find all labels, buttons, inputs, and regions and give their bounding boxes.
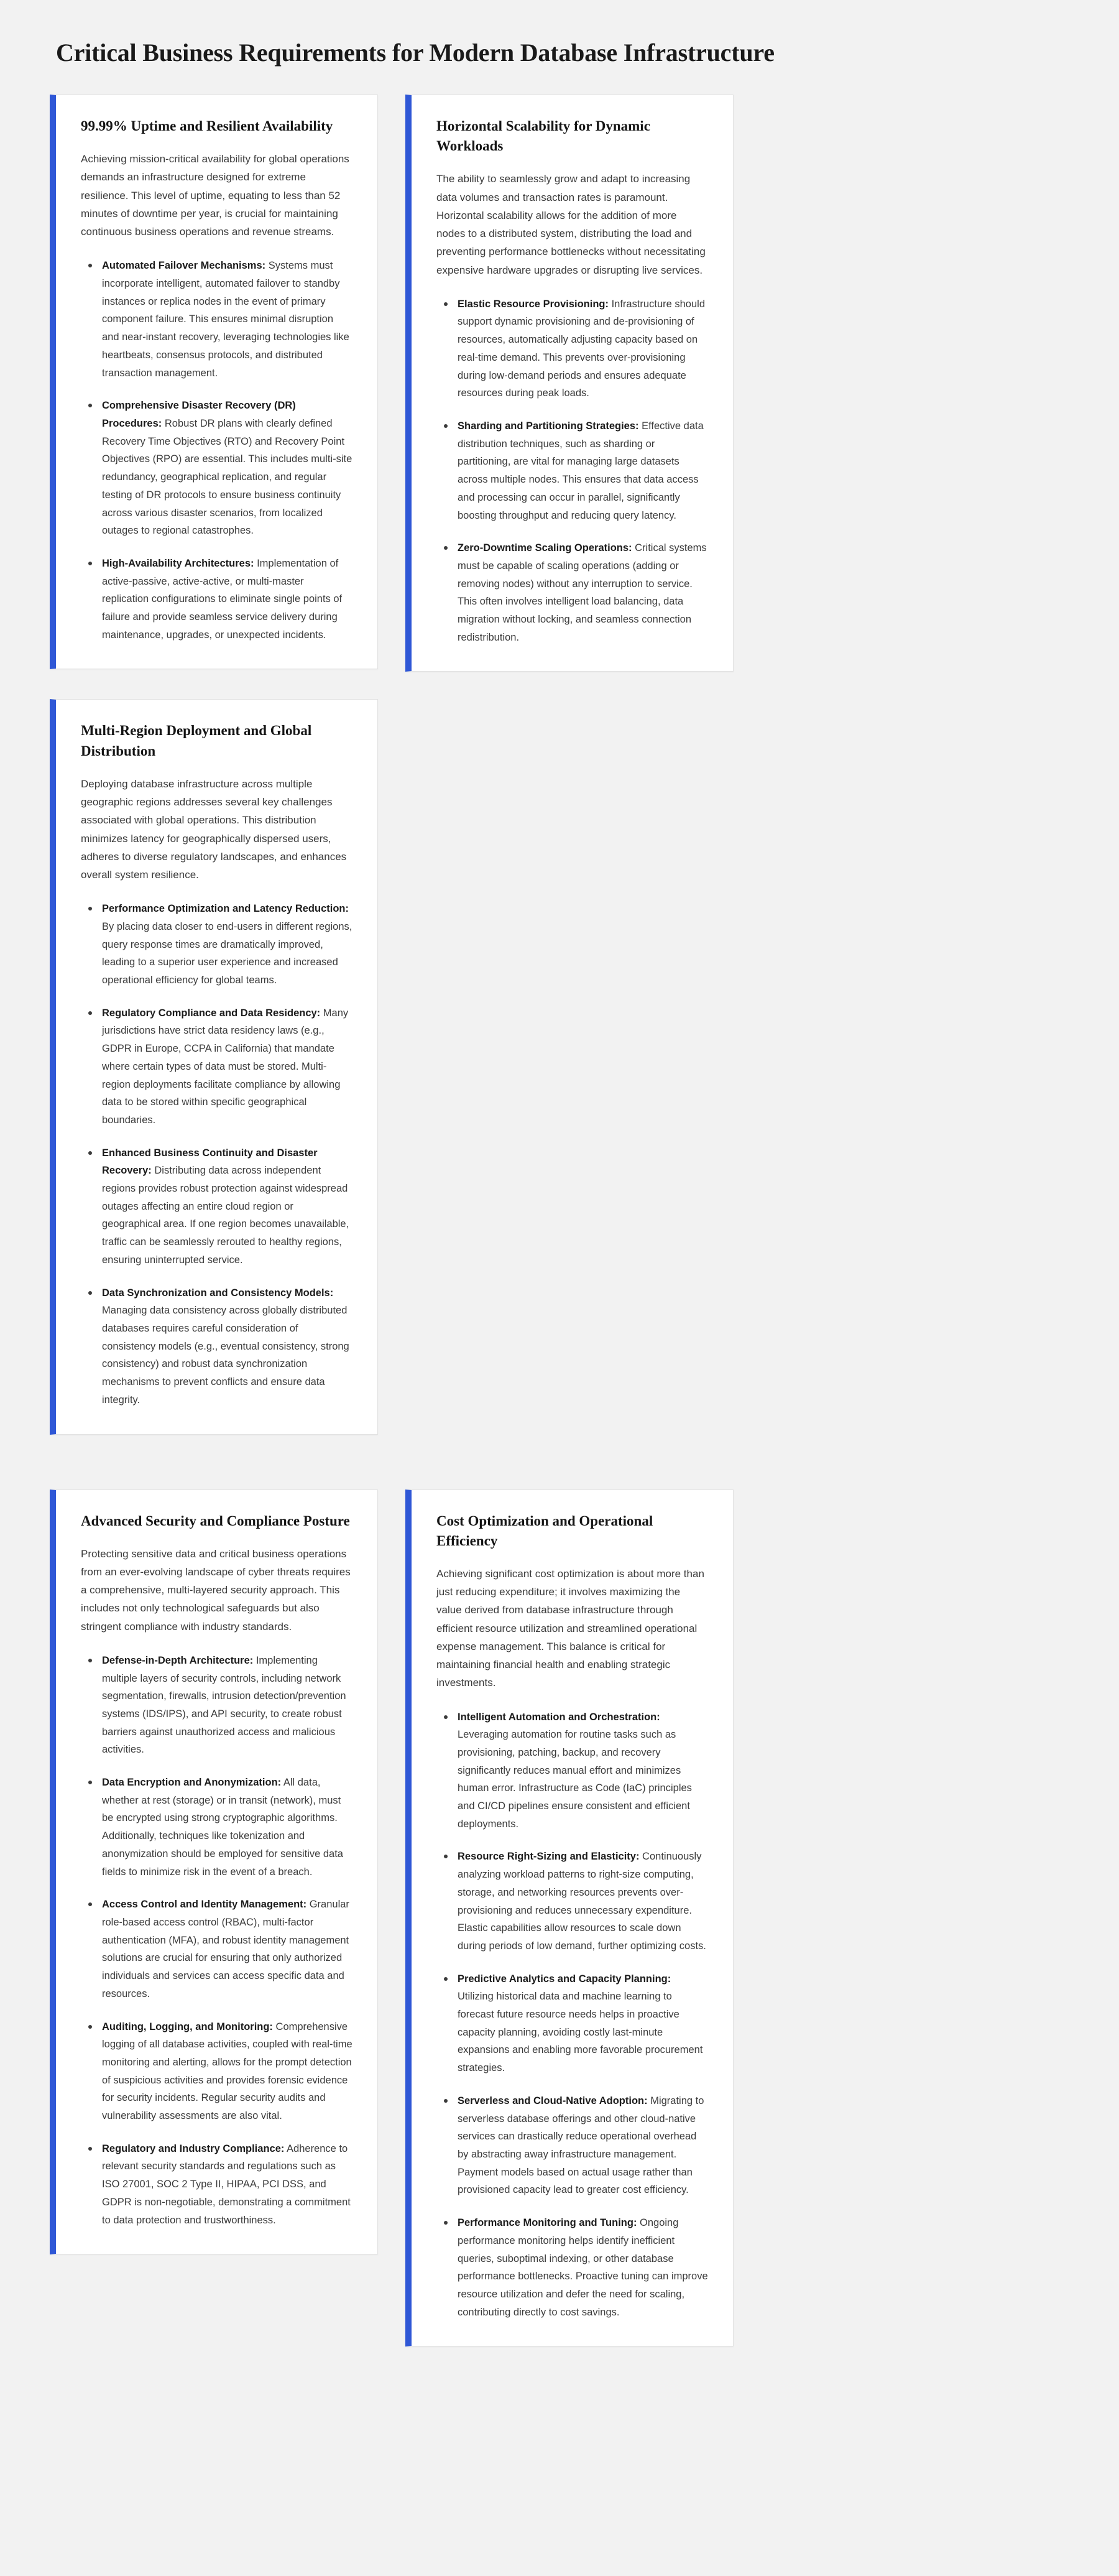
list-item (458, 417, 708, 524)
list-item-term: Performance Monitoring and Tuning: (458, 2217, 637, 2229)
list-item-text: Managing data consistency across globally distributed databases requires careful consideration of consistency models (e.g., eventual consistency, strong consistency) and robust data synchronization mechanisms to prevent conflicts and ensure data integrity. (102, 1305, 349, 1406)
card-intro: Achieving mission-critical availability for global operations demands an infrastructure designed for extreme resilience. This level of uptime, equating to less than 52 minutes of downtime per year, is crucial for maintaining continuous business operations and revenue streams. (81, 153, 349, 238)
list-item-text: Implementing multiple layers of security controls, including network segmentation, firewalls, intrusion detection/prevention systems (IDS/IPS), and API security, to create robust barriers against unauthorized access and malicious activities. (102, 1654, 346, 1756)
card-heading: Advanced Security and Compliance Posture (81, 1513, 350, 1529)
list-item-term: Regulatory and Industry Compliance: (102, 2143, 285, 2154)
list-item-text: Infrastructure should support dynamic provisioning and de-provisioning of resources, automatically adjusting capacity based on real-time demand. This prevents over-provisioning during low-demand periods and ensures adequate resources during peak loads. (458, 298, 705, 399)
card-intro: Achieving significant cost optimization is about more than just reducing expenditure; it involves maximizing the value derived from database infrastructure through efficient resource utilization and streamlined operational expense management. This balance is critical for maintaining financial health and enabling strategic investments. (436, 1567, 704, 1689)
list-item-term: Sharding and Partitioning Strategies: (458, 420, 639, 432)
card-bullet-list (81, 257, 352, 644)
list-item (102, 2140, 352, 2230)
list-item-text: Implementation of active-passive, active-active, or multi-master replication configurations to eliminate single points of failure and provide seamless service delivery during maintenance, upgrades, or unexpected incidents. (102, 557, 343, 641)
card-heading: Horizontal Scalability for Dynamic Workloads (436, 118, 650, 154)
list-item-text: Comprehensive logging of all database activities, coupled with real-time monitoring and alerting, allows for the prompt detection of suspicious activities and provides forensic evidence for security incidents. Regular security audits and vulnerability assessments are also vital. (102, 2021, 352, 2122)
list-item-term: Auditing, Logging, and Monitoring: (102, 2021, 273, 2032)
list-item-term: Intelligent Automation and Orchestration: (458, 1711, 660, 1723)
list-item-text: All data, whether at rest (storage) or in transit (network), must be encrypted using strong cryptographic algorithms. Additionally, techniques like tokenization and anonymization should be employed for sensitive data fields to minimize risk in the event of a breach. (102, 1777, 343, 1878)
list-item-term: Automated Failover Mechanisms: (102, 260, 266, 272)
list-item-text: Migrating to serverless database offerings and other cloud-native services can drastically reduce operational overhead by abstracting away infrastructure management. Payment models based on actual usage rather than provisioned capacity lead to greater cost efficiency. (458, 2095, 704, 2196)
list-item-term: Regulatory Compliance and Data Residency: (102, 1007, 321, 1019)
list-item-text: Ongoing performance monitoring helps identify inefficient queries, suboptimal indexing, or other database performance bottlenecks. Proactive tuning can improve resource utilization and defer the need for scaling, contributing directly to cost savings. (458, 2217, 708, 2318)
list-item (458, 295, 708, 402)
list-item-text: Many jurisdictions have strict data residency laws (e.g., GDPR in Europe, CCPA in California) that mandate where certain types of data must be stored. Multi-region deployments facilitate compliance by allowing data to be stored within specific geographical boundaries. (102, 1007, 349, 1126)
card-heading: Multi-Region Deployment and Global Distribution (81, 723, 312, 759)
list-item-text: Effective data distribution techniques, such as sharding or partitioning, are vital for managing large datasets across multiple nodes. This ensures that data access and processing can occur in parallel, significantly boosting throughput and reducing query latency. (458, 420, 704, 521)
list-item (458, 1848, 708, 1955)
list-item (102, 555, 352, 644)
card-bullet-list (436, 1708, 708, 2322)
list-item-text: By placing data closer to end-users in different regions, query response times are dramatically improved, leading to a superior user experience and increased operational efficiency for global teams. (102, 920, 352, 986)
list-item (458, 1970, 708, 2077)
list-item-text: Granular role-based access control (RBAC), multi-factor authentication (MFA), and robust identity management solutions are crucial for ensuring that only authorized individuals and services can access specific data and resources. (102, 1899, 349, 1999)
list-item (102, 1284, 352, 1409)
list-item-text: Utilizing historical data and machine learning to forecast future resource needs helps in proactive capacity planning, avoiding costly last-minute expansions and enabling more favorable procurement strategies. (458, 1991, 703, 2074)
card-intro: The ability to seamlessly grow and adapt to increasing data volumes and transaction rates is paramount. Horizontal scalability allows for the addition of more nodes to a distributed system, distributing the load and preventing performance bottlenecks without necessitating expensive hardware upgrades or disrupting live services. (436, 173, 706, 276)
list-item-term: Performance Optimization and Latency Reduction: (102, 903, 349, 915)
list-item-term: Enhanced Business Continuity and Disaster Recovery: (102, 1147, 318, 1177)
list-item-term: Predictive Analytics and Capacity Planning: (458, 1973, 671, 1985)
list-item (102, 1774, 352, 1881)
card-bullet-list (81, 900, 352, 1409)
list-item (102, 900, 352, 989)
list-item-term: Zero-Downtime Scaling Operations: (458, 542, 632, 554)
requirement-card-scalability (405, 95, 734, 672)
list-item (458, 2092, 708, 2199)
requirement-card-multi-region (50, 699, 378, 1434)
list-item-term: Comprehensive Disaster Recovery (DR) Procedures: (102, 400, 296, 429)
list-item-term: Elastic Resource Provisioning: (458, 298, 609, 310)
list-item-term: Serverless and Cloud-Native Adoption: (458, 2095, 648, 2106)
card-intro: Protecting sensitive data and critical business operations from an ever-evolving landscape of cyber threats requires a comprehensive, multi-layered security approach. This includes not only technological safeguards but also stringent compliance with industry standards. (81, 1547, 351, 1633)
list-item-text: Distributing data across independent regions provides robust protection against widespread outages affecting an entire cloud region or geographical area. If one region becomes unavailable, traffic can be seamlessly rerouted to healthy regions, ensuring uninterrupted service. (102, 1165, 349, 1266)
list-item (102, 397, 352, 540)
list-item-term: Data Synchronization and Consistency Models: (102, 1287, 334, 1299)
list-item (102, 1144, 352, 1269)
card-intro: Deploying database infrastructure across multiple geographic regions addresses several key challenges associated with global operations. This distribution minimizes latency for geographically dispersed users, adheres to diverse regulatory landscapes, and enhances overall system resilience. (81, 777, 347, 881)
list-item-text: Systems must incorporate intelligent, automated failover to standby instances or replica nodes in the event of primary component failure. This ensures minimal disruption and near-instant recovery, leveraging technologies like heartbeats, consensus protocols, and distributed transaction management. (102, 260, 349, 379)
requirement-card-security (50, 1490, 378, 2255)
page-title: Critical Business Requirements for Modern Database Infrastructure (56, 39, 775, 67)
list-item-text: Critical systems must be capable of scaling operations (adding or removing nodes) without any interruption to service. This often involves intelligent load balancing, data migration without locking, and seamless connection redistribution. (458, 542, 707, 643)
list-item-term: High-Availability Architectures: (102, 557, 254, 569)
list-item (458, 2214, 708, 2321)
list-item-text: Robust DR plans with clearly defined Recovery Time Objectives (RTO) and Recovery Point Objectives (RPO) are essential. This includes multi-site redundancy, geographical replication, and regular testing of DR protocols to ensure business continuity across various disaster scenarios, from localized outages to regional catastrophes. (102, 417, 352, 537)
list-item-text: Continuously analyzing workload patterns to right-size computing, storage, and networking resources prevents over-provisioning and reduces unnecessary expenditure. Elastic capabilities allow resources to scale down during periods of low demand, further optimizing costs. (458, 1851, 706, 1952)
list-item-term: Access Control and Identity Management: (102, 1899, 307, 1911)
requirements-card-grid (50, 95, 1069, 2347)
card-heading: 99.99% Uptime and Resilient Availability (81, 118, 333, 134)
list-item (102, 1652, 352, 1759)
list-item-term: Data Encryption and Anonymization: (102, 1777, 282, 1789)
list-item-term: Resource Right-Sizing and Elasticity: (458, 1851, 640, 1863)
list-item-text: Leveraging automation for routine tasks such as provisioning, patching, backup, and recovery significantly reduces manual effort and minimizes human error. Infrastructure as Code (IaC) principles and CI/CD pipelines ensure consistent and efficient deployments. (458, 1729, 692, 1830)
card-heading: Cost Optimization and Operational Efficiency (436, 1513, 653, 1549)
requirement-card-cost-optimization (405, 1490, 734, 2347)
list-item (102, 1004, 352, 1129)
card-bullet-list (81, 1652, 352, 2229)
list-item-term: Defense-in-Depth Architecture: (102, 1654, 254, 1666)
list-item (102, 257, 352, 382)
requirement-card-uptime (50, 95, 378, 669)
list-item (102, 1896, 352, 2003)
list-item (102, 2018, 352, 2125)
list-item (458, 539, 708, 646)
card-bullet-list (436, 295, 708, 647)
list-item-text: Adherence to relevant security standards and regulations such as ISO 27001, SOC 2 Type II, HIPAA, PCI DSS, and GDPR is non-negotiable, demonstrating a commitment to data protection and trustworthiness. (102, 2143, 351, 2226)
list-item (458, 1708, 708, 1833)
